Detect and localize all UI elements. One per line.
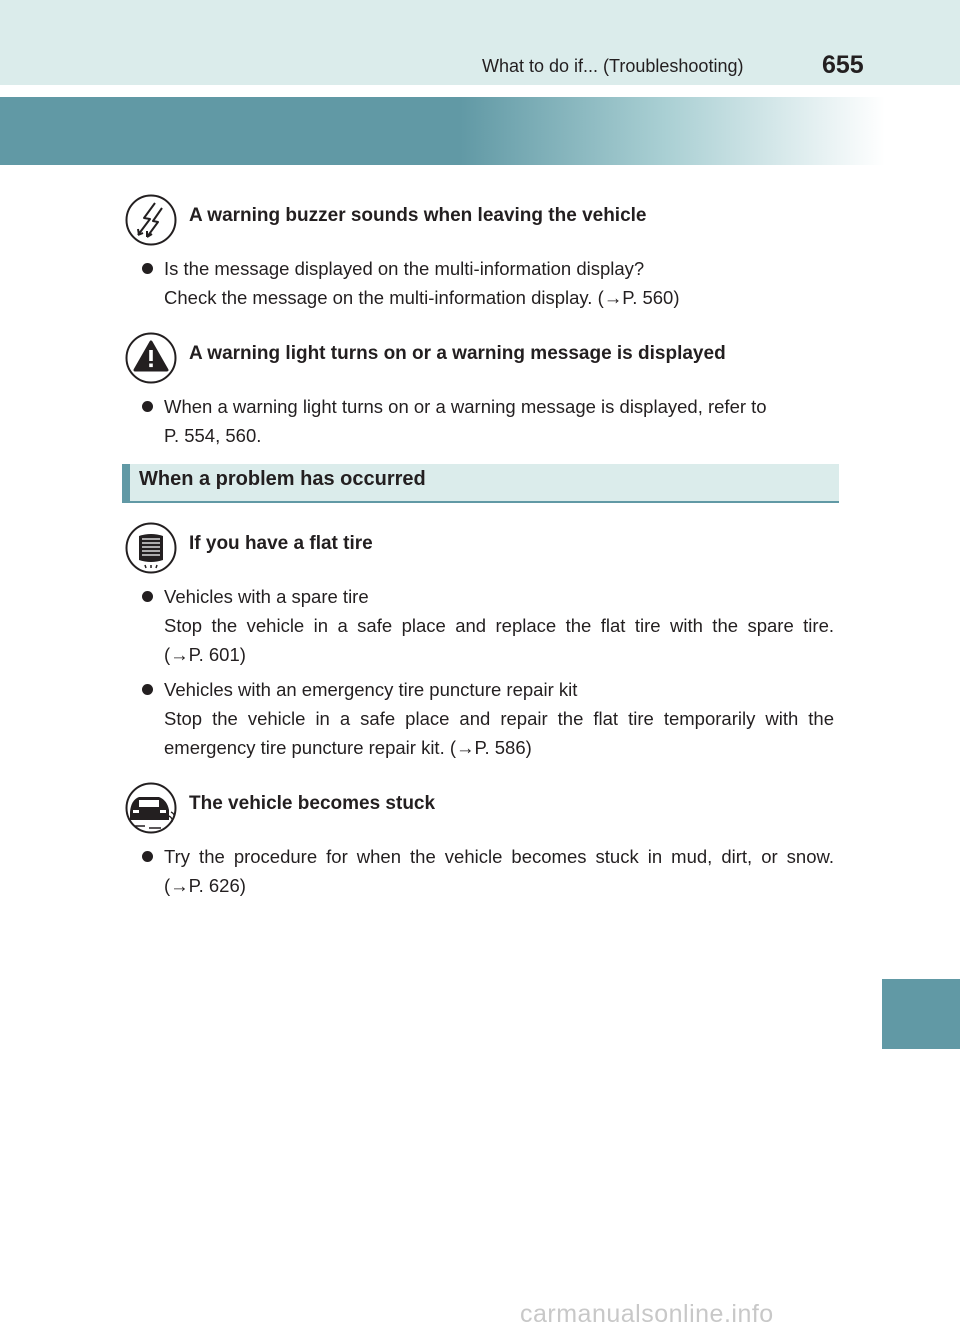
header-band bbox=[0, 0, 960, 85]
paragraph-line: (→P. 626) bbox=[164, 875, 246, 896]
flat-tire-icon bbox=[125, 522, 177, 574]
bullet bbox=[142, 591, 153, 602]
paragraph-line: P. 554, 560. bbox=[164, 425, 262, 446]
paragraph-line: When a warning light turns on or a warning message is displayed, refer to bbox=[164, 396, 767, 417]
warning-heading: A warning light turns on or a warning message is displayed bbox=[189, 343, 726, 364]
section-marker bbox=[122, 464, 130, 501]
bullet bbox=[142, 263, 153, 274]
stuck-vehicle-icon bbox=[125, 782, 177, 834]
page-number: 655 bbox=[822, 51, 864, 79]
section-title: When a problem has occurred bbox=[139, 468, 426, 490]
buzzer-heading: A warning buzzer sounds when leaving the vehicle bbox=[189, 205, 647, 226]
bullet bbox=[142, 851, 153, 862]
chapter-title: What to do if... (Troubleshooting) bbox=[482, 56, 744, 76]
title-banner bbox=[0, 97, 885, 165]
paragraph-line: Is the message displayed on the multi-information display? bbox=[164, 258, 645, 279]
stuck-heading: The vehicle becomes stuck bbox=[189, 793, 436, 814]
paragraph-line: Try the procedure for when the vehicle becomes stuck in mud, dirt, or snow. bbox=[164, 846, 834, 867]
watermark: carmanualsonline.info bbox=[520, 1300, 774, 1328]
paragraph-line: Vehicles with a spare tire bbox=[164, 586, 369, 607]
paragraph-line: Vehicles with an emergency tire puncture repair kit bbox=[164, 679, 578, 700]
bullet bbox=[142, 684, 153, 695]
buzzer-paragraph bbox=[164, 254, 834, 312]
stuck-paragraph bbox=[164, 842, 834, 900]
paragraph-line: emergency tire puncture repair kit. (→P. 586) bbox=[164, 737, 532, 758]
warning-paragraph bbox=[164, 392, 834, 450]
paragraph-line: Stop the vehicle in a safe place and repair the flat tire temporarily with the bbox=[164, 708, 834, 729]
bullet bbox=[142, 401, 153, 412]
warning-triangle-icon bbox=[125, 332, 177, 384]
flat-tire-heading: If you have a flat tire bbox=[189, 533, 373, 554]
chapter-tab[interactable] bbox=[882, 979, 960, 1049]
buzzer-icon bbox=[125, 194, 177, 246]
paragraph-line: (→P. 601) bbox=[164, 644, 246, 665]
paragraph-line: Stop the vehicle in a safe place and replace the flat tire with the spare tire. bbox=[164, 615, 834, 636]
spare-tire-paragraph bbox=[164, 582, 834, 669]
repair-kit-paragraph bbox=[164, 675, 834, 762]
paragraph-line: Check the message on the multi-information display. (→P. 560) bbox=[164, 287, 680, 308]
